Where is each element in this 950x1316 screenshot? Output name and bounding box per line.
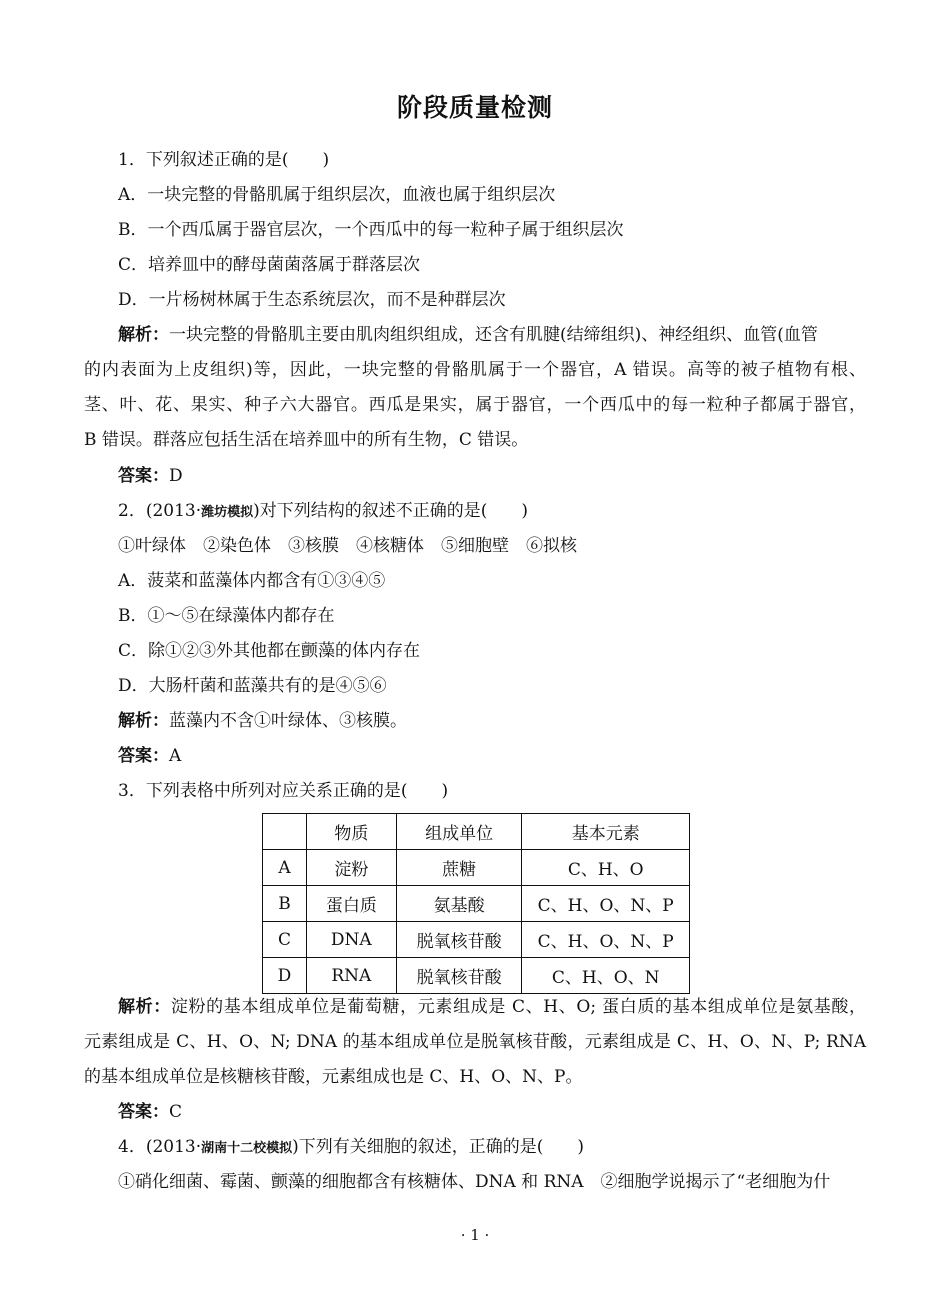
table-cell: B: [263, 886, 307, 922]
q3-answer: [118, 1102, 182, 1122]
table-header-cell: 物质: [306, 814, 396, 850]
table-cell: 淀粉: [306, 850, 396, 886]
page-number: · 1 ·: [460, 1226, 490, 1244]
table-cell: C、H、O: [522, 850, 690, 886]
q3-stem: 3．下列表格中所列对应关系正确的是( ): [118, 781, 449, 801]
q2-option-c: C．除①②③外其他都在颤藻的体内存在: [118, 641, 421, 661]
q2-answer-value: A: [169, 746, 182, 766]
q3-analysis-line: 元素组成是 C、H、O、N; DNA 的基本组成单位是脱氧核苷酸，元素组成是 C、H、O、N、P; RNA: [84, 1032, 866, 1052]
table-cell: 氨基酸: [396, 886, 522, 922]
q2-stem: [118, 501, 528, 523]
q1-answer: [118, 466, 183, 486]
table-header-cell: 组成单位: [396, 814, 522, 850]
q3-answer-label: 答案：: [118, 1102, 169, 1122]
q3-answer-value: C: [169, 1102, 183, 1122]
table-cell: C: [263, 922, 307, 958]
q2-number: 2．(2013·: [118, 501, 202, 521]
q1-analysis-line: 茎、叶、花、果实、种子六大器官。西瓜是果实，属于器官，一个西瓜中的每一粒种子都属于器官，: [84, 395, 866, 415]
table-cell: 蔗糖: [396, 850, 522, 886]
q1-analysis-line: 一块完整的骨骼肌主要由肌肉组织组成，还含有肌腱(结缔组织)、神经组织、血管(血管: [169, 325, 818, 345]
q3-analysis-line: 淀粉的基本组成单位是葡萄糖，元素组成是 C、H、O; 蛋白质的基本组成单位是氨基酸，: [170, 997, 866, 1017]
table-cell: C、H、O、N、P: [522, 886, 690, 922]
q3-analysis-line: 的基本组成单位是核糖核苷酸，元素组成也是 C、H、O、N、P。: [84, 1067, 583, 1087]
table-cell: 脱氧核苷酸: [396, 922, 522, 958]
table-header-cell: 基本元素: [522, 814, 690, 850]
q1-analysis-line: B 错误。群落应包括生活在培养皿中的所有生物，C 错误。: [84, 430, 529, 450]
table-cell: RNA: [306, 958, 396, 994]
q1-analysis-first-line: [118, 325, 818, 345]
q2-answer: [118, 746, 181, 766]
q1-answer-value: D: [169, 466, 183, 486]
q4-stem: [118, 1137, 584, 1159]
q1-stem: 1．下列叙述正确的是( ): [118, 150, 330, 170]
table-cell: 脱氧核苷酸: [396, 958, 522, 994]
q2-answer-label: 答案：: [118, 746, 169, 766]
q1-option-d: D．一片杨树林属于生态系统层次，而不是种群层次: [118, 290, 506, 310]
q2-analysis-text: 蓝藻内不含①叶绿体、③核膜。: [169, 711, 407, 731]
q4-number: 4．(2013·: [118, 1137, 202, 1157]
q3-analysis-first-line: [118, 997, 866, 1017]
q3-table: [262, 813, 690, 994]
q1-answer-label: 答案：: [118, 466, 169, 486]
q2-option-d: D．大肠杆菌和蓝藻共有的是④⑤⑥: [118, 676, 387, 696]
table-row: [263, 886, 690, 922]
table-cell: C、H、O、N、P: [522, 922, 690, 958]
page-title: 阶段质量检测: [396, 93, 553, 122]
q1-option-c: C．培养皿中的酵母菌菌落属于群落层次: [118, 255, 421, 275]
table-cell: DNA: [306, 922, 396, 958]
q2-stem-text: )对下列结构的叙述不正确的是( ): [253, 501, 529, 521]
q2-source: 潍坊模拟: [201, 505, 254, 520]
table-header-row: [263, 814, 690, 850]
q4-stem-text: )下列有关细胞的叙述，正确的是( ): [292, 1137, 585, 1157]
table-row: [263, 958, 690, 994]
table-row: [263, 922, 690, 958]
table-cell: 蛋白质: [306, 886, 396, 922]
q2-items: ①叶绿体 ②染色体 ③核膜 ④核糖体 ⑤细胞壁 ⑥拟核: [118, 536, 577, 556]
table-row: [263, 850, 690, 886]
q1-option-a: A．一块完整的骨骼肌属于组织层次，血液也属于组织层次: [118, 185, 556, 205]
q1-analysis-line: 的内表面为上皮组织)等，因此，一块完整的骨骼肌属于一个器官，A 错误。高等的被子植物有根、: [84, 360, 866, 380]
q1-option-b: B．一个西瓜属于器官层次，一个西瓜中的每一粒种子属于组织层次: [118, 220, 624, 240]
q2-analysis: [118, 711, 407, 731]
q4-source: 湖南十二校模拟: [201, 1141, 293, 1156]
table-cell: A: [263, 850, 307, 886]
q2-option-b: B．①～⑤在绿藻体内都存在: [118, 606, 335, 626]
q2-option-a: A．菠菜和蓝藻体内都含有①③④⑤: [118, 571, 386, 591]
table-cell: C、H、O、N: [522, 958, 690, 994]
table-cell: D: [263, 958, 307, 994]
q3-analysis-label: 解析：: [118, 997, 171, 1017]
q2-analysis-label: 解析：: [118, 711, 169, 731]
table-header-cell: [263, 814, 307, 850]
q1-analysis-label: 解析：: [118, 325, 169, 345]
q4-line: ①硝化细菌、霉菌、颤藻的细胞都含有核糖体、DNA 和 RNA ②细胞学说揭示了“老细胞为什: [118, 1172, 831, 1192]
